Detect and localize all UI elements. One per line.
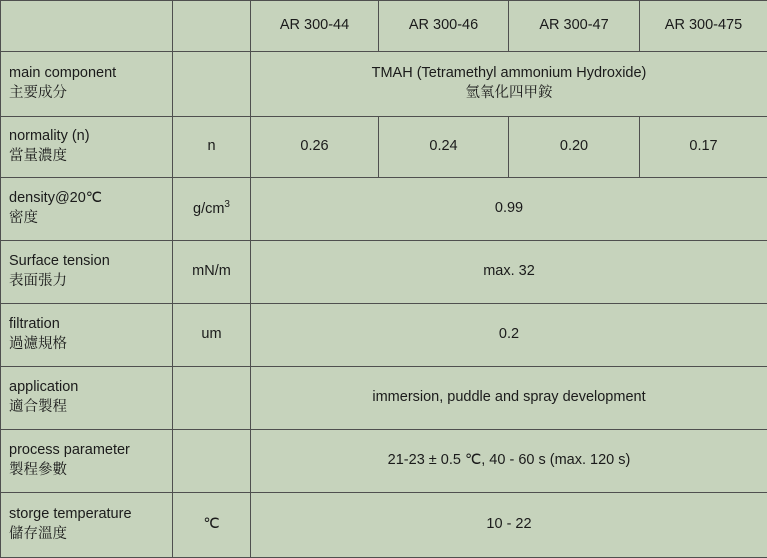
value-cn: 氫氧化四甲銨 [259,84,759,104]
table-header-row [1,1,767,52]
table-row-surface-tension [1,241,767,304]
row-label-surface-tension [1,241,173,304]
row-value-density: 0.99 [251,178,767,241]
cell-normality-ar300-47: 0.20 [509,117,640,178]
header-cell-empty-label [1,1,173,52]
cell-normality-ar300-44: 0.26 [251,117,379,178]
row-label-process-parameter [1,430,173,493]
row-label-application [1,367,173,430]
table-row-filtration [1,304,767,367]
header-cell-ar300-46: AR 300-46 [379,1,509,52]
row-value-surface-tension: max. 32 [251,241,767,304]
header-cell-empty-unit [173,1,251,52]
row-unit-normality: n [173,117,251,178]
label-cn: 主要成分 [9,84,164,104]
label-en: density@20℃ [9,190,102,206]
label-en: application [9,379,78,395]
table-row-normality [1,117,767,178]
table-row-process-parameter [1,430,767,493]
row-value-process-parameter: 21-23 ± 0.5 ℃, 40 - 60 s (max. 120 s) [251,430,767,493]
row-unit-surface-tension: mN/m [173,241,251,304]
row-value-main-component [251,52,767,117]
row-unit-process-parameter [173,430,251,493]
table-row-density [1,178,767,241]
header-cell-ar300-47: AR 300-47 [509,1,640,52]
label-cn: 儲存溫度 [9,525,164,545]
row-value-storage-temperature: 10 - 22 [251,493,767,558]
label-cn: 製程參數 [9,461,164,481]
label-cn: 密度 [9,209,164,229]
row-unit-filtration: um [173,304,251,367]
row-unit-storage-temperature: ℃ [173,493,251,558]
unit-text: g/cm [193,201,224,217]
value-en: TMAH (Tetramethyl ammonium Hydroxide) [372,65,647,81]
row-value-filtration: 0.2 [251,304,767,367]
label-en: process parameter [9,442,130,458]
table-row-storage-temperature [1,493,767,558]
label-cn: 表面張力 [9,272,164,292]
row-label-filtration [1,304,173,367]
row-label-storage-temperature [1,493,173,558]
table-row-application [1,367,767,430]
row-label-density [1,178,173,241]
row-value-application: immersion, puddle and spray development [251,367,767,430]
cell-normality-ar300-46: 0.24 [379,117,509,178]
label-cn: 過濾規格 [9,335,164,355]
header-cell-ar300-44: AR 300-44 [251,1,379,52]
row-label-normality [1,117,173,178]
label-en: storge temperature [9,506,132,522]
label-en: main component [9,65,116,81]
header-cell-ar300-475: AR 300-475 [640,1,767,52]
unit-exponent: 3 [224,199,230,210]
table-row-main-component [1,52,767,117]
label-cn: 當量濃度 [9,147,164,167]
cell-normality-ar300-475: 0.17 [640,117,767,178]
row-label-main-component [1,52,173,117]
label-en: filtration [9,316,60,332]
label-en: normality (n) [9,128,90,144]
row-unit-main-component [173,52,251,117]
label-cn: 適合製程 [9,398,164,418]
row-unit-density [173,178,251,241]
row-unit-application [173,367,251,430]
label-en: Surface tension [9,253,110,269]
